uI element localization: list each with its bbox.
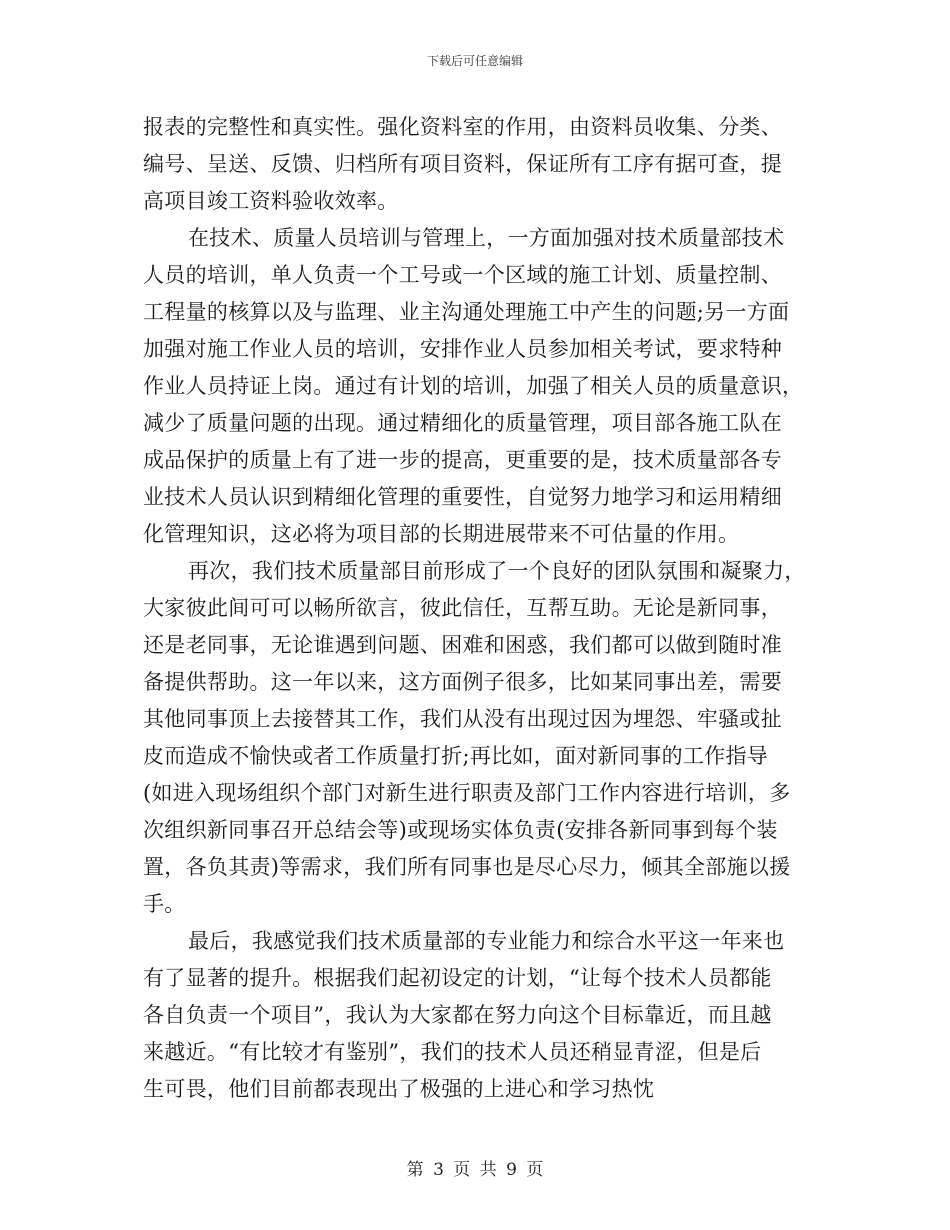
text-line: 来越近。“有比较才有鉴别”，我们的技术人员还稍显青涩，但是后 [143,1040,762,1064]
text-line: (如进入现场组织个部门对新生进行职责及部门工作内容进行培训，多 [143,781,791,805]
text-line: 加强对施工作业人员的培训，安排作业人员参加相关考试，要求特种 [143,337,782,361]
text-line: 其他同事顶上去接替其工作，我们从没有出现过因为埋怨、牢骚或扯 [143,707,782,731]
text-line: 生可畏，他们目前都表现出了极强的上进心和学习热忱 [143,1077,655,1101]
text-line: 次组织新同事召开总结会等)或现场实体负责(安排各新同事到每个装 [143,818,778,842]
paragraph-first-line: 在技术、质量人员培训与管理上，一方面加强对技术质量部技术 [188,226,785,250]
text-line: 减少了质量问题的出现。通过精细化的质量管理，项目部各施工队在 [143,411,782,435]
text-line: 大家彼此间可可以畅所欲言，彼此信任，互帮互助。无论是新同事， [143,596,782,620]
text-line: 编号、呈送、反馈、归档所有项目资料，保证所有工序有据可查，提 [143,152,782,176]
text-line: 工程量的核算以及与监理、业主沟通处理施工中产生的问题;另一方面 [143,300,790,324]
page-number: 第 3 页 共 9 页 [406,1160,544,1180]
text-line: 还是老同事，无论谁遇到问题、困难和困惑，我们都可以做到随时准 [143,633,782,657]
text-line: 业技术人员认识到精细化管理的重要性，自觉努力地学习和运用精细 [143,485,782,509]
text-line: 化管理知识，这必将为项目部的长期进展带来不可估量的作用。 [143,522,740,546]
paragraph-first-line: 最后，我感觉我们技术质量部的专业能力和综合水平这一年来也 [188,929,785,953]
text-line: 人员的培训，单人负责一个工号或一个区域的施工计划、质量控制、 [143,263,782,287]
text-line: 有了显著的提升。根据我们起初设定的计划，“让每个技术人员都能 [143,966,772,990]
text-line: 报表的完整性和真实性。强化资料室的作用，由资料员收集、分类、 [143,115,782,139]
text-line: 各自负责一个项目”，我认为大家都在努力向这个目标靠近，而且越 [143,1003,772,1027]
text-line: 高项目竣工资料验收效率。 [143,189,399,213]
page-header: 下载后可任意编辑 [426,54,523,68]
text-line: 成品保护的质量上有了进一步的提高，更重要的是，技术质量部各专 [143,448,782,472]
text-line: 手。 [143,892,186,916]
text-line: 皮而造成不愉快或者工作质量打折;再比如，面对新同事的工作指导 [143,744,769,768]
text-line: 置，各负其责)等需求，我们所有同事也是尽心尽力，倾其全部施以援 [143,855,791,879]
text-line: 备提供帮助。这一年以来，这方面例子很多，比如某同事出差，需要 [143,670,782,694]
text-line: 作业人员持证上岗。通过有计划的培训，加强了相关人员的质量意识， [143,374,804,398]
paragraph-first-line: 再次，我们技术质量部目前形成了一个良好的团队氛围和凝聚力， [188,559,806,583]
